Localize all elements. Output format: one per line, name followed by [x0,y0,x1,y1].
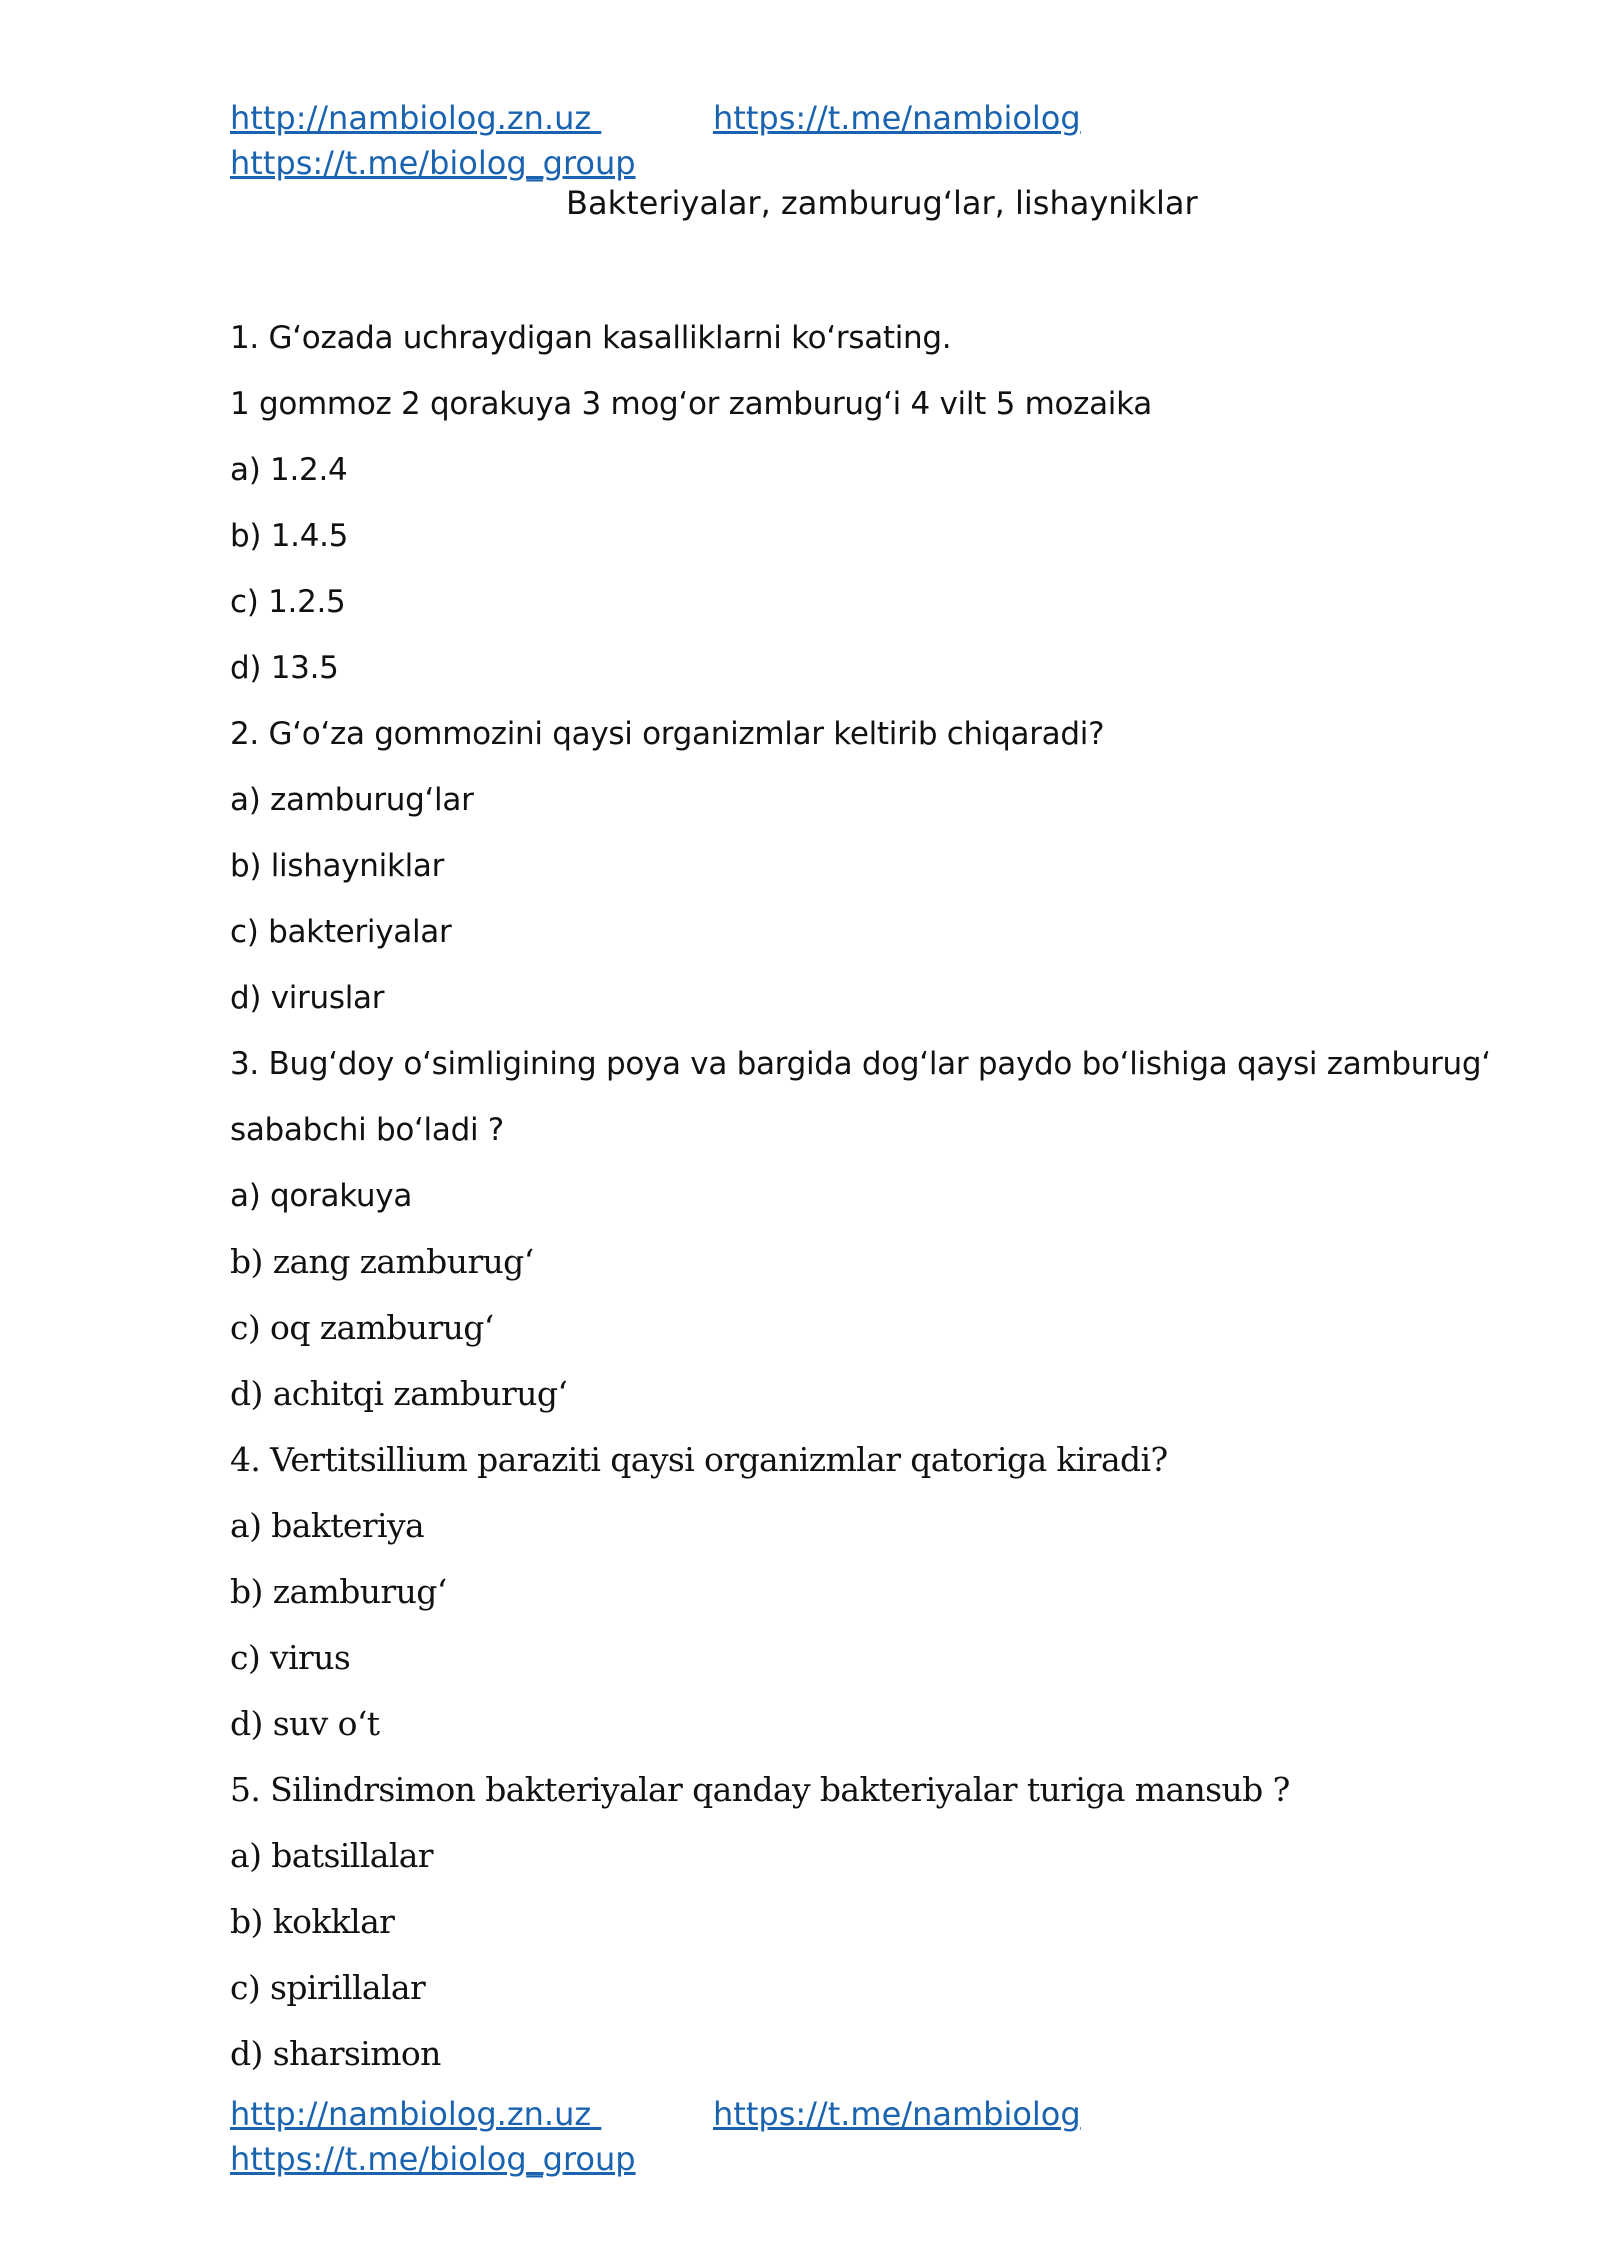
answer-option: b) lishayniklar [230,848,445,884]
document-title: Bakteriyalar, zamburug‘lar, lishayniklar [566,184,1198,222]
header-links-row [230,96,1081,141]
telegram-group-link[interactable]: https://t.me/biolog_group [230,2140,636,2178]
site-link[interactable]: http://nambiolog.zn.uz [230,99,602,137]
answer-option: d) achitqi zamburug‘ [230,1374,568,1413]
answer-option: b) zang zamburug‘ [230,1242,534,1281]
telegram-group-link[interactable]: https://t.me/biolog_group [230,144,636,182]
answer-option: d) 13.5 [230,650,339,686]
question-4: 4. Vertitsillium paraziti qaysi organizmlar qatoriga kiradi? [230,1440,1168,1479]
telegram-channel-link[interactable]: https://t.me/nambiolog [713,2095,1081,2133]
answer-option: a) bakteriya [230,1506,425,1545]
answer-option: d) viruslar [230,980,385,1016]
answer-option: c) bakteriyalar [230,914,452,950]
answer-option: b) kokklar [230,1902,395,1941]
answer-option: d) sharsimon [230,2034,441,2073]
answer-option: c) spirillalar [230,1968,426,2007]
answer-option: a) qorakuya [230,1178,413,1214]
question-1-options-list: 1 gommoz 2 qorakuya 3 mog‘or zamburug‘i 4 vilt 5 mozaika [230,386,1152,422]
quiz-content [230,316,1530,2098]
answer-option: c) 1.2.5 [230,584,346,620]
answer-option: c) virus [230,1638,351,1677]
question-1: 1. G‘ozada uchraydigan kasalliklarni ko‘rsating. [230,320,952,356]
answer-option: b) 1.4.5 [230,518,349,554]
question-5: 5. Silindrsimon bakteriyalar qanday bakteriyalar turiga mansub ? [230,1770,1290,1809]
header-links [230,96,1081,186]
answer-option: b) zamburug‘ [230,1572,447,1611]
footer-links-row [230,2092,1081,2137]
answer-option: d) suv o‘t [230,1704,380,1743]
telegram-channel-link[interactable]: https://t.me/nambiolog [713,99,1081,137]
question-3: 3. Bug‘doy o‘simligining poya va bargida dog‘lar paydo bo‘lishiga qaysi zamburug‘ [230,1046,1491,1082]
answer-option: a) 1.2.4 [230,452,348,488]
footer-links [230,2092,1081,2182]
site-link[interactable]: http://nambiolog.zn.uz [230,2095,602,2133]
question-3-continued: sababchi bo‘ladi ? [230,1112,504,1148]
answer-option: c) oq zamburug‘ [230,1308,494,1347]
answer-option: a) batsillalar [230,1836,433,1875]
question-2: 2. G‘o‘za gommozini qaysi organizmlar keltirib chiqaradi? [230,716,1105,752]
answer-option: a) zamburug‘lar [230,782,474,818]
